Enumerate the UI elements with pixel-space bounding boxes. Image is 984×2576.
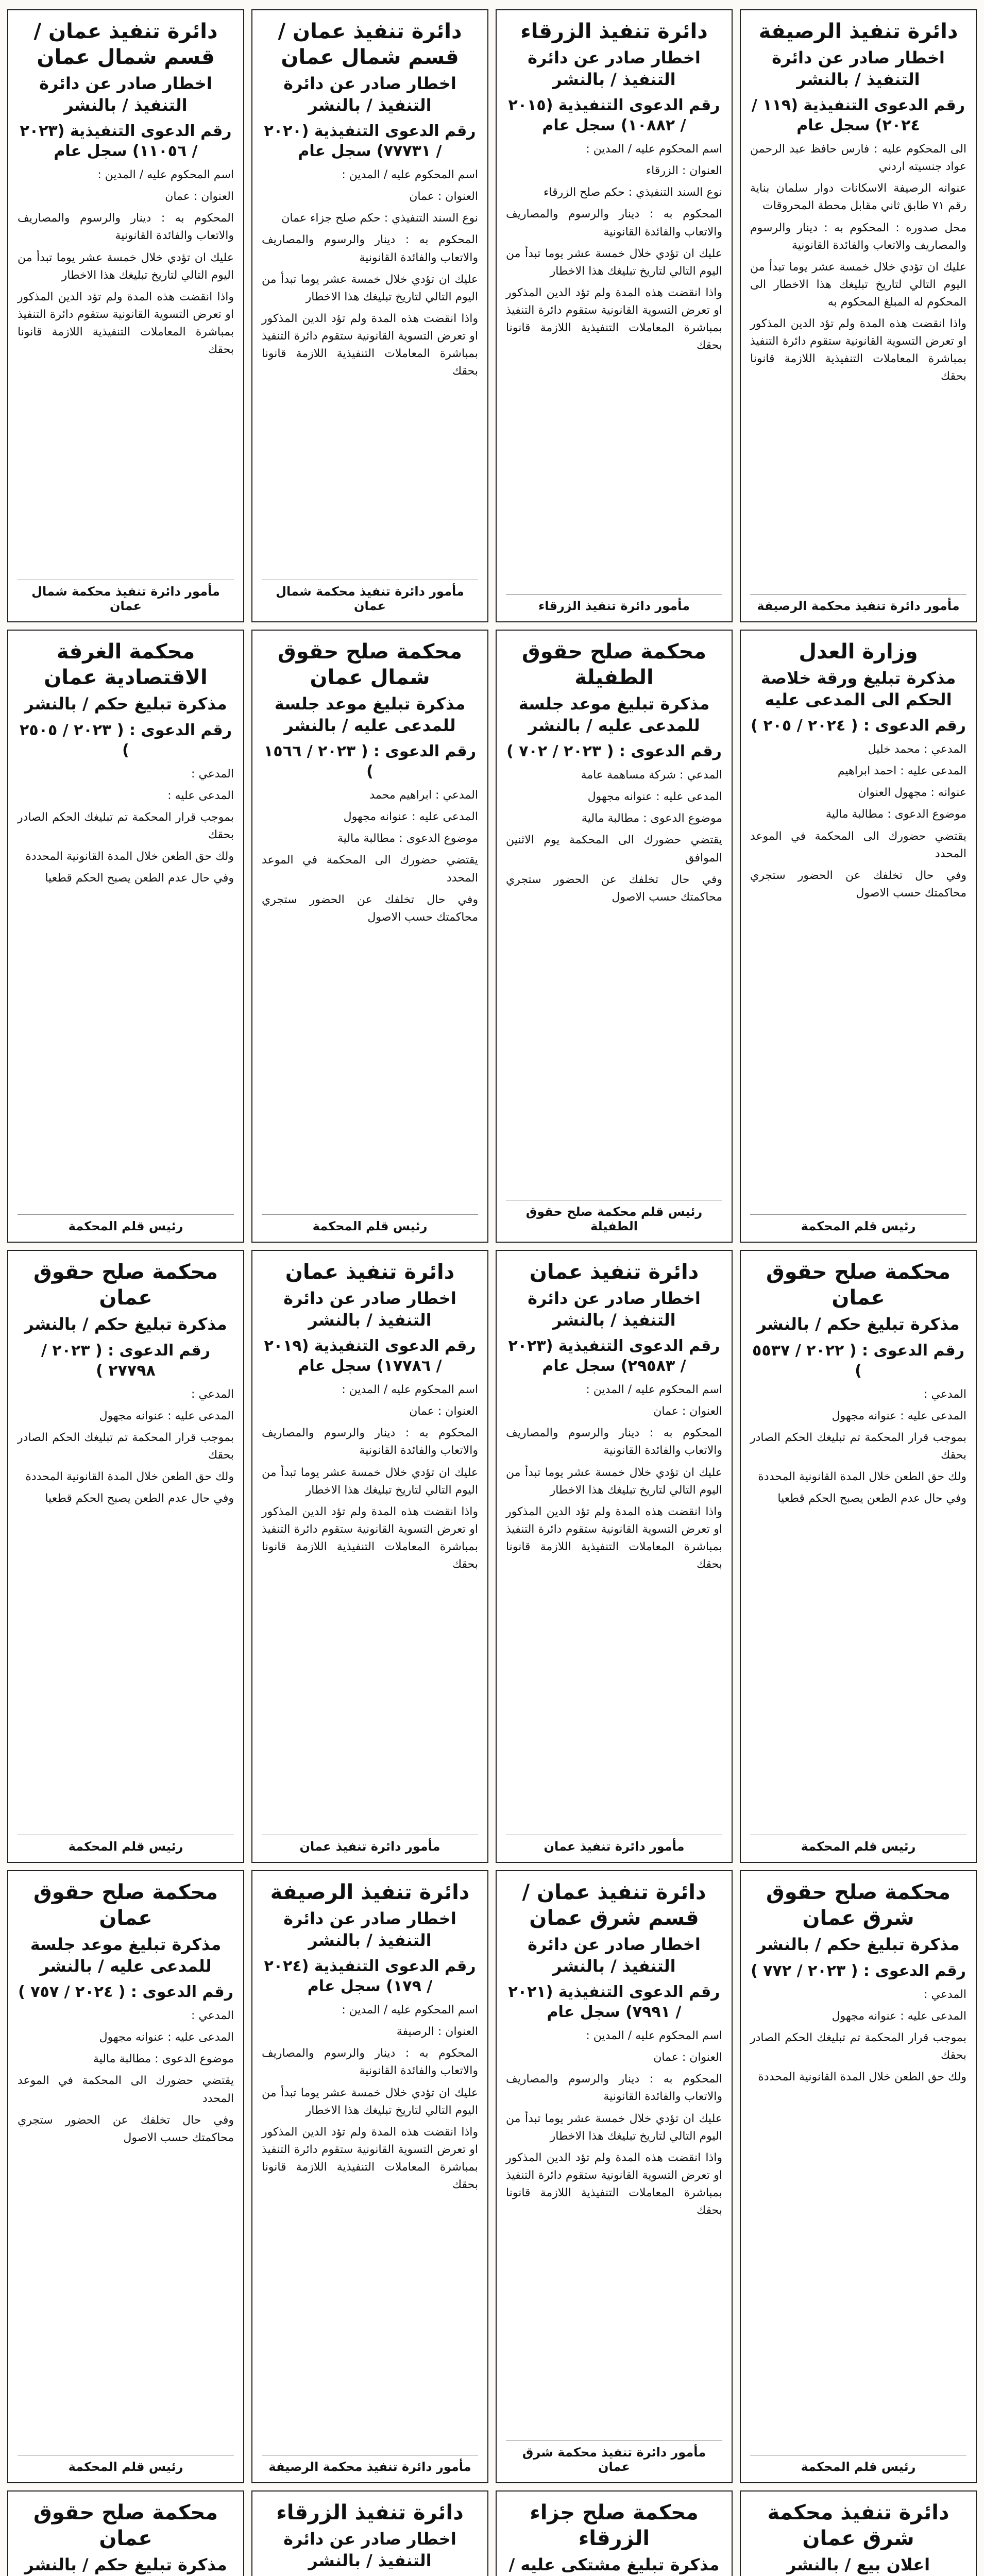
notice-paragraph: واذا انقضت هذه المدة ولم تؤد الدين المذكور او تعرض التسوية القانونية ستقوم دائرة التنفيذ بمباشرة المعاملات التنفيذية اللازمة قانونا بحقك <box>750 317 966 383</box>
notice-paragraph: اسم المحكوم عليه / المدين : <box>586 143 722 156</box>
notice-paragraph: يقتضي حضورك الى المحكمة في الموعد المحدد <box>18 2074 234 2105</box>
case-number: رقم الدعوى : ( ٢٠٢٣ / ٢٥٠٥ ) <box>20 721 232 759</box>
notice-paragraph: بموجب قرار المحكمة تم تبليغك الحكم الصادر بحقك <box>750 1431 966 1462</box>
notice-paragraph: يقتضي حضورك الى المحكمة يوم الاثنين الموافق <box>506 834 722 865</box>
notice-paragraph: اسم المحكوم عليه / المدين : <box>342 1383 478 1397</box>
case-number: رقم الدعوى التنفيذية (٢٠٢٤ / ١٧٩) سجل عام <box>264 1957 476 1996</box>
notice-signoff: مأمور دائرة تنفيذ محكمة شرق عمان <box>506 2441 722 2474</box>
case-number: رقم الدعوى : ( ٢٠٢٣ / ٢٧٧٩٨ ) <box>41 1341 211 1380</box>
notice-signoff: رئيس قلم المحكمة <box>262 1214 478 1233</box>
case-number: رقم الدعوى التنفيذية (٢٠٢٠ / ٧٧٧٣١) سجل عام <box>264 122 476 161</box>
notice-paragraph: واذا انقضت هذه المدة ولم تؤد الدين المذكور او تعرض التسوية القانونية ستقوم دائرة التنفيذ بمباشرة المعاملات التنفيذية اللازمة قانونا بحقك <box>506 286 722 352</box>
notice-paragraph: العنوان : الزرقاء <box>646 164 722 178</box>
notice-paragraph: وفي حال عدم الطعن يصبح الحكم قطعيا <box>777 1492 966 1505</box>
notice-paragraph: المحكوم به : دينار والرسوم والمصاريف والاتعاب والفائدة القانونية <box>506 1427 722 1458</box>
notice-subtitle: اخطار صادر عن دائرة التنفيذ / بالنشر <box>283 1289 456 1330</box>
notice-paragraph: عليك ان تؤدي خلال خمسة عشر يوما تبدأ من اليوم التالي لتاريخ تبليغك هذا الاخطار <box>506 2112 722 2143</box>
notice-paragraph: واذا انقضت هذه المدة ولم تؤد الدين المذكور او تعرض التسوية القانونية ستقوم دائرة التنفيذ بمباشرة المعاملات التنفيذية اللازمة قانونا بحقك <box>262 312 478 378</box>
notice-paragraph: العنوان : عمان <box>653 2051 722 2064</box>
legal-notice <box>740 1250 977 1863</box>
notice-subtitle: مذكرة تبليغ مشتكى عليه / <box>508 2555 720 2574</box>
notice-signoff: رئيس قلم المحكمة <box>750 2455 966 2474</box>
notice-paragraph: ولك حق الطعن خلال المدة القانونية المحددة <box>758 2070 966 2083</box>
notice-paragraph: اسم المحكوم عليه / المدين : <box>586 2029 722 2043</box>
notice-paragraph: المدعى عليه : عنوانه مجهول <box>99 1409 234 1422</box>
legal-notice <box>251 1250 488 1863</box>
notice-subtitle: اخطار صادر عن دائرة التنفيذ / بالنشر <box>283 74 456 115</box>
notice-paragraph: وفي حال تخلفك عن الحضور ستجري محاكمتك حسب الاصول <box>750 869 966 900</box>
case-number: رقم الدعوى : ( ٢٠٢٤ / ٧٥٧ ) <box>18 1983 233 2002</box>
notice-paragraph: اسم المحكوم عليه / المدين : <box>342 168 478 182</box>
notice-subtitle: اخطار صادر عن دائرة التنفيذ / بالنشر <box>772 48 945 89</box>
notice-paragraph: بموجب قرار المحكمة تم تبليغك الحكم الصادر بحقك <box>750 2031 966 2062</box>
notice-title: دائرة تنفيذ عمان / قسم شمال عمان <box>278 20 462 69</box>
notice-paragraph: عليك ان تؤدي خلال خمسة عشر يوما تبدأ من اليوم التالي لتاريخ تبليغك هذا الاخطار <box>18 251 234 282</box>
notice-subtitle: مذكرة تبليغ حكم / بالنشر <box>757 1314 960 1334</box>
legal-notice <box>7 1250 244 1863</box>
notice-paragraph: المحكوم به : دينار والرسوم والمصاريف والاتعاب والفائدة القانونية <box>18 212 234 243</box>
notice-paragraph: واذا انقضت هذه المدة ولم تؤد الدين المذكور او تعرض التسوية القانونية ستقوم دائرة التنفيذ بمباشرة المعاملات التنفيذية اللازمة قانونا بحقك <box>262 2125 478 2192</box>
notice-paragraph: المدعى عليه : عنوانه مجهول <box>343 810 478 824</box>
notice-signoff: مأمور دائرة تنفيذ محكمة الرصيفة <box>262 2455 478 2474</box>
legal-notice <box>496 2490 733 2576</box>
notice-paragraph: نوع السند التنفيذي : حكم صلح الزرقاء <box>544 186 722 199</box>
notice-paragraph: ولك حق الطعن خلال المدة القانونية المحددة <box>25 1470 234 1483</box>
notice-title: دائرة تنفيذ الزرقاء <box>520 20 708 43</box>
case-number: رقم الدعوى التنفيذية (٢٠١٥ / ١٠٨٨٢) سجل عام <box>508 96 720 135</box>
notice-title: محكمة الغرفة الاقتصادية عمان <box>44 640 208 689</box>
notice-paragraph: المحكوم به : دينار والرسوم والمصاريف والاتعاب والفائدة القانونية <box>262 1427 478 1458</box>
notice-signoff: مأمور دائرة تنفيذ الزرقاء <box>506 594 722 613</box>
notice-paragraph: بموجب قرار المحكمة تم تبليغك الحكم الصادر بحقك <box>18 810 234 841</box>
notice-subtitle: مذكرة تبليغ موعد جلسة للمدعى عليه / بالنشر <box>518 694 710 735</box>
case-number: رقم الدعوى التنفيذية (٢٠٢٣ / ١١٠٥٦) سجل عام <box>20 122 232 161</box>
notice-paragraph: المدعى عليه : عنوانه مجهول <box>832 2009 966 2023</box>
notice-paragraph: موضوع الدعوى : مطالبة مالية <box>825 808 966 821</box>
notice-paragraph: عنوانه الرصيفة الاسكانات دوار سلمان بناية رقم ٧١ طابق ثاني مقابل محطة المحروقات <box>750 182 966 213</box>
legal-notice <box>251 2490 488 2576</box>
legal-notice <box>496 1870 733 2483</box>
legal-notice <box>7 630 244 1243</box>
notice-paragraph: المدعى عليه : عنوانه مجهول <box>587 790 722 804</box>
notice-paragraph: المحكوم به : دينار والرسوم والمصاريف والاتعاب والفائدة القانونية <box>262 2047 478 2078</box>
notice-signoff: مأمور دائرة تنفيذ عمان <box>262 1835 478 1854</box>
notice-paragraph: موضوع الدعوى : مطالبة مالية <box>581 812 722 825</box>
notice-title: دائرة تنفيذ عمان <box>529 1260 699 1284</box>
notice-subtitle: مذكرة تبليغ حكم / بالنشر <box>24 694 227 714</box>
notice-paragraph: العنوان : عمان <box>653 1405 722 1418</box>
notice-paragraph: الى المحكوم عليه : فارس حافظ عبد الرحمن عواد جنسيته اردني <box>750 143 966 174</box>
case-number: رقم الدعوى : ( ٢٠٢٣ / ٧٠٢ ) <box>506 742 722 761</box>
notice-signoff: رئيس قلم المحكمة <box>18 1214 234 1233</box>
notice-paragraph: العنوان : عمان <box>165 190 234 204</box>
notice-paragraph: عليك ان تؤدي خلال خمسة عشر يوما تبدأ من اليوم التالي لتاريخ تبليغك هذا الاخطار <box>506 1466 722 1497</box>
notice-title: محكمة صلح حقوق عمان <box>766 1260 951 1310</box>
notice-title: دائرة تنفيذ عمان / قسم شمال عمان <box>33 20 218 69</box>
notice-paragraph: العنوان : عمان <box>409 1405 478 1418</box>
notice-subtitle: مذكرة تبليغ حكم / بالنشر <box>24 1314 227 1334</box>
notice-title: محكمة صلح جزاء الزرقاء <box>530 2501 699 2550</box>
notices-grid <box>7 9 977 2576</box>
notice-signoff: مأمور دائرة تنفيذ محكمة شمال عمان <box>18 580 234 613</box>
notice-signoff: رئيس قلم المحكمة <box>18 1835 234 1854</box>
notice-paragraph: ولك حق الطعن خلال المدة القانونية المحددة <box>25 850 234 863</box>
legal-notice <box>496 9 733 622</box>
legal-notice <box>740 9 977 622</box>
notice-title: دائرة تنفيذ عمان <box>285 1260 455 1284</box>
notice-paragraph: وفي حال عدم الطعن يصبح الحكم قطعيا <box>45 1492 234 1505</box>
legal-notice <box>740 1870 977 2483</box>
case-number: رقم الدعوى التنفيذية (٢٠٢١ / ٧٩٩١) سجل عام <box>508 1983 720 2022</box>
notice-title: دائرة تنفيذ عمان / قسم شرق عمان <box>522 1880 706 1930</box>
legal-notice <box>7 9 244 622</box>
notice-paragraph: المدعى عليه : احمد ابراهيم <box>837 765 966 778</box>
notice-paragraph: نوع السند التنفيذي : حكم صلح جزاء عمان <box>281 212 478 225</box>
notice-subtitle: اخطار صادر عن دائرة التنفيذ / بالنشر <box>39 74 212 115</box>
case-number: رقم الدعوى : ( ٢٠٢٤ / ٢٠٥ ) <box>751 717 966 735</box>
case-number: رقم الدعوى التنفيذية (١١٩ / ٢٠٢٤) سجل عام <box>751 96 965 135</box>
notice-title: محكمة صلح حقوق شرق عمان <box>766 1880 951 1930</box>
notice-paragraph: موضوع الدعوى : مطالبة مالية <box>93 2053 234 2066</box>
notice-paragraph: المدعي : محمد خليل <box>868 743 966 756</box>
notice-paragraph: المدعي : <box>191 1387 234 1401</box>
notice-title: محكمة صلح حقوق عمان <box>33 1880 218 1930</box>
legal-notice <box>251 630 488 1243</box>
legal-notice <box>496 630 733 1243</box>
notice-subtitle: مذكرة تبليغ حكم / بالنشر <box>757 1935 960 1954</box>
notice-paragraph: بموجب قرار المحكمة تم تبليغك الحكم الصادر بحقك <box>18 1431 234 1462</box>
notice-paragraph: اسم المحكوم عليه / المدين : <box>342 2004 478 2017</box>
case-number: رقم الدعوى : ( ٢٠٢٣ / ١٥٦٦ ) <box>264 742 476 781</box>
notice-paragraph: ولك حق الطعن خلال المدة القانونية المحددة <box>758 1470 966 1483</box>
notice-signoff: رئيس قلم المحكمة <box>750 1214 966 1233</box>
notice-subtitle: مذكرة تبليغ موعد جلسة للمدعى عليه / بالنشر <box>274 694 466 735</box>
notice-subtitle: مذكرة تبليغ موعد جلسة للمدعى عليه / بالنشر <box>30 1935 222 1976</box>
legal-notice <box>7 1870 244 2483</box>
notice-signoff: رئيس قلم المحكمة <box>750 1835 966 1854</box>
notice-signoff: مأمور دائرة تنفيذ محكمة الرصيفة <box>750 594 966 613</box>
notice-paragraph: العنوان : الرصيفة <box>396 2025 478 2039</box>
legal-notice <box>7 2490 244 2576</box>
notice-paragraph: موضوع الدعوى : مطالبة مالية <box>337 832 478 845</box>
notice-paragraph: عنوانه : مجهول العنوان <box>858 786 966 800</box>
notice-subtitle: اخطار صادر عن دائرة التنفيذ / بالنشر <box>283 1909 456 1950</box>
notice-paragraph: المدعي : <box>191 2009 234 2023</box>
notice-title: محكمة صلح حقوق عمان <box>33 1260 218 1310</box>
notice-paragraph: المدعي : ابراهيم محمد <box>369 789 478 802</box>
notice-subtitle: اعلان بيع / بالنشر <box>786 2555 930 2574</box>
notice-signoff: رئيس قلم محكمة صلح حقوق الطفيلة <box>506 1200 722 1233</box>
legal-notice <box>251 1870 488 2483</box>
legal-notice <box>496 1250 733 1863</box>
notice-title: محكمة صلح حقوق عمان <box>33 2501 218 2550</box>
notice-paragraph: يقتضي حضورك الى المحكمة في الموعد المحدد <box>750 829 966 860</box>
notice-paragraph: عليك ان تؤدي خلال خمسة عشر يوما تبدأ من اليوم التالي لتاريخ تبليغك هذا الاخطار الى المحكوم له المبلغ المحكوم به <box>750 260 966 309</box>
notice-paragraph: المدعي : <box>924 1387 966 1401</box>
notice-paragraph: عليك ان تؤدي خلال خمسة عشر يوما تبدأ من اليوم التالي لتاريخ تبليغك هذا الاخطار <box>262 273 478 303</box>
notice-subtitle: مذكرة تبليغ حكم / بالنشر <box>24 2555 227 2574</box>
notice-title: محكمة صلح حقوق شمال عمان <box>277 640 463 689</box>
notice-title: دائرة تنفيذ محكمة شرق عمان <box>767 2501 949 2550</box>
notice-paragraph: وفي حال عدم الطعن يصبح الحكم قطعيا <box>45 872 234 885</box>
notice-title: دائرة تنفيذ الزرقاء <box>276 2501 464 2524</box>
legal-notice <box>740 2490 977 2576</box>
notice-subtitle: اخطار صادر عن دائرة التنفيذ / بالنشر <box>283 2529 456 2570</box>
notice-paragraph: المحكوم به : دينار والرسوم والمصاريف والاتعاب والفائدة القانونية <box>506 208 722 239</box>
notice-paragraph: وفي حال تخلفك عن الحضور ستجري محاكمتك حسب الاصول <box>506 873 722 904</box>
notice-paragraph: واذا انقضت هذه المدة ولم تؤد الدين المذكور او تعرض التسوية القانونية ستقوم دائرة التنفيذ بمباشرة المعاملات التنفيذية اللازمة قانونا بحقك <box>506 2151 722 2217</box>
notice-subtitle: مذكرة تبليغ ورقة خلاصة الحكم الى المدعى عليه <box>760 668 956 709</box>
notice-signoff: مأمور دائرة تنفيذ محكمة شمال عمان <box>262 580 478 613</box>
notice-paragraph: المحكوم به : دينار والرسوم والمصاريف والاتعاب والفائدة القانونية <box>506 2073 722 2104</box>
notice-paragraph: المحكوم به : دينار والرسوم والمصاريف والاتعاب والفائدة القانونية <box>262 233 478 264</box>
notice-paragraph: المدعى عليه : <box>167 789 234 802</box>
notice-paragraph: وفي حال تخلفك عن الحضور ستجري محاكمتك حسب الاصول <box>262 893 478 924</box>
notice-paragraph: المدعى عليه : عنوانه مجهول <box>99 2031 234 2044</box>
notice-paragraph: عليك ان تؤدي خلال خمسة عشر يوما تبدأ من اليوم التالي لتاريخ تبليغك هذا الاخطار <box>262 2086 478 2117</box>
notice-paragraph: المدعي : شركة مساهمة عامة <box>581 769 722 782</box>
case-number: رقم الدعوى التنفيذية (٢٠٢٣ / ٢٩٥٨٣) سجل عام <box>508 1337 720 1376</box>
legal-notice <box>251 9 488 622</box>
case-number: رقم الدعوى : ( ٢٠٢٣ / ٧٧٢ ) <box>751 1961 966 1980</box>
notice-paragraph: عليك ان تؤدي خلال خمسة عشر يوما تبدأ من اليوم التالي لتاريخ تبليغك هذا الاخطار <box>506 247 722 278</box>
notice-paragraph: محل صدوره : المحكوم به : دينار والرسوم والمصاريف والاتعاب والفائدة القانونية <box>750 221 966 252</box>
notice-paragraph: المدعى عليه : عنوانه مجهول <box>832 1409 966 1422</box>
case-number: رقم الدعوى : ( ٢٠٢٢ / ٥٥٣٧ ) <box>752 1341 964 1380</box>
notice-paragraph: عليك ان تؤدي خلال خمسة عشر يوما تبدأ من اليوم التالي لتاريخ تبليغك هذا الاخطار <box>262 1466 478 1497</box>
notice-paragraph: العنوان : عمان <box>409 190 478 204</box>
notice-subtitle: اخطار صادر عن دائرة التنفيذ / بالنشر <box>528 48 701 89</box>
legal-notice <box>740 630 977 1243</box>
notice-title: دائرة تنفيذ الرصيفة <box>758 20 958 43</box>
notice-paragraph: المدعي : <box>924 1988 966 2001</box>
notice-paragraph: واذا انقضت هذه المدة ولم تؤد الدين المذكور او تعرض التسوية القانونية ستقوم دائرة التنفيذ بمباشرة المعاملات التنفيذية اللازمة قانونا بحقك <box>262 1505 478 1571</box>
notice-title: دائرة تنفيذ الرصيفة <box>270 1880 470 1904</box>
notice-signoff: مأمور دائرة تنفيذ عمان <box>506 1835 722 1854</box>
notice-title: محكمة صلح حقوق الطفيلة <box>521 640 707 689</box>
case-number: رقم الدعوى التنفيذية (٢٠١٩ / ١٧٧٨٦) سجل عام <box>264 1337 476 1376</box>
notice-paragraph: المدعي : <box>191 767 234 781</box>
notice-paragraph: واذا انقضت هذه المدة ولم تؤد الدين المذكور او تعرض التسوية القانونية ستقوم دائرة التنفيذ بمباشرة المعاملات التنفيذية اللازمة قانونا بحقك <box>18 290 234 357</box>
notice-subtitle: اخطار صادر عن دائرة التنفيذ / بالنشر <box>528 1289 701 1330</box>
notice-paragraph: وفي حال تخلفك عن الحضور ستجري محاكمتك حسب الاصول <box>18 2113 234 2144</box>
notice-title: وزارة العدل <box>799 640 918 664</box>
notice-paragraph: اسم المحكوم عليه / المدين : <box>97 168 234 182</box>
notice-signoff: رئيس قلم المحكمة <box>18 2455 234 2474</box>
notice-paragraph: يقتضي حضورك الى المحكمة في الموعد المحدد <box>262 854 478 885</box>
notice-paragraph: واذا انقضت هذه المدة ولم تؤد الدين المذكور او تعرض التسوية القانونية ستقوم دائرة التنفيذ بمباشرة المعاملات التنفيذية اللازمة قانونا بحقك <box>506 1505 722 1571</box>
notice-paragraph: اسم المحكوم عليه / المدين : <box>586 1383 722 1397</box>
notice-subtitle: اخطار صادر عن دائرة التنفيذ / بالنشر <box>528 1935 701 1976</box>
